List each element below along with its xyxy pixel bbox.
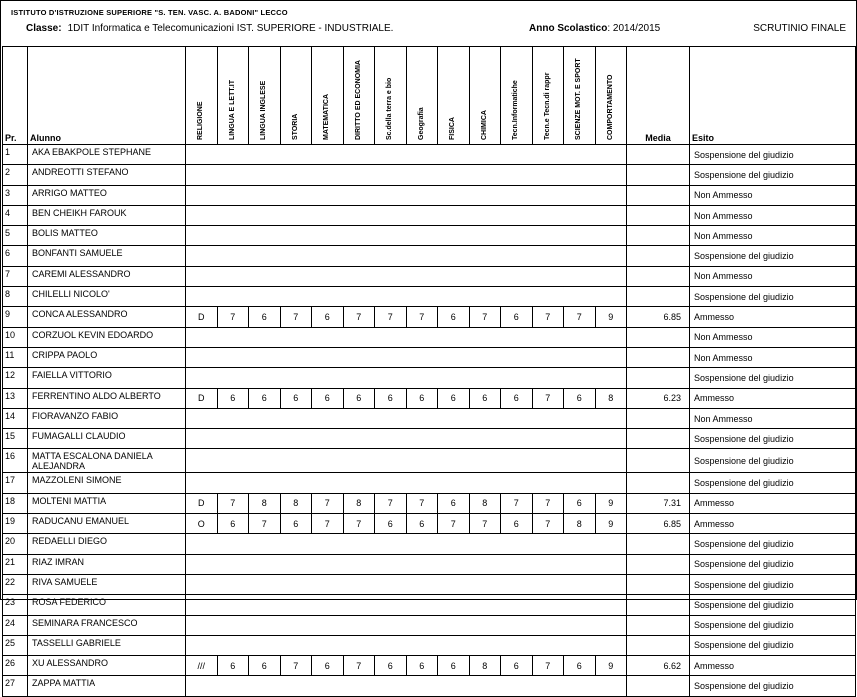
- row-number-cell: 18: [3, 493, 28, 513]
- esito-cell: Ammesso: [690, 493, 856, 513]
- row-number-cell: 6: [3, 246, 28, 266]
- grade-cell: 6: [249, 388, 281, 408]
- row-number-cell: 1: [3, 145, 28, 165]
- grade-cell: 6: [343, 388, 375, 408]
- grade-cell: 8: [280, 493, 312, 513]
- media-cell: [627, 635, 690, 655]
- grade-cell: 6: [438, 493, 470, 513]
- student-name-cell: CORZUOL KEVIN EDOARDO: [28, 327, 186, 347]
- empty-grades-cell: [186, 347, 627, 367]
- grade-cell: 6: [249, 656, 281, 676]
- media-cell: 6.85: [627, 514, 690, 534]
- media-cell: [627, 615, 690, 635]
- grade-cell: 7: [469, 307, 501, 327]
- esito-cell: Sospensione del giudizio: [690, 554, 856, 574]
- grade-cell: 8: [469, 656, 501, 676]
- empty-grades-cell: [186, 676, 627, 696]
- empty-grades-cell: [186, 266, 627, 286]
- grade-cell: 6: [501, 388, 533, 408]
- esito-cell: Sospensione del giudizio: [690, 429, 856, 449]
- grade-cell: 6: [280, 388, 312, 408]
- grade-cell: 7: [564, 307, 596, 327]
- esito-cell: Non Ammesso: [690, 266, 856, 286]
- row-number-cell: 26: [3, 656, 28, 676]
- grade-cell: 8: [564, 514, 596, 534]
- media-cell: [627, 246, 690, 266]
- grade-cell: 6: [280, 514, 312, 534]
- esito-cell: Sospensione del giudizio: [690, 145, 856, 165]
- grade-cell: 8: [469, 493, 501, 513]
- subject-header: [186, 47, 218, 145]
- media-cell: [627, 287, 690, 307]
- grade-cell: 7: [280, 307, 312, 327]
- student-name-cell: CAREMI ALESSANDRO: [28, 266, 186, 286]
- grade-cell: 8: [249, 493, 281, 513]
- empty-grades-cell: [186, 368, 627, 388]
- grade-cell: 7: [532, 307, 564, 327]
- student-name-cell: FUMAGALLI CLAUDIO: [28, 429, 186, 449]
- esito-cell: Sospensione del giudizio: [690, 615, 856, 635]
- subject-header: [469, 47, 501, 145]
- grade-cell: 6: [217, 514, 249, 534]
- grade-cell: 7: [375, 493, 407, 513]
- grade-cell: 6: [438, 388, 470, 408]
- subject-header: [249, 47, 281, 145]
- student-name-cell: ZAPPA MATTIA: [28, 676, 186, 696]
- subject-header-label: Geografia: [417, 107, 425, 140]
- student-name-cell: RIVA SAMUELE: [28, 574, 186, 594]
- grade-cell: 9: [595, 307, 627, 327]
- student-name-cell: ARRIGO MATTEO: [28, 185, 186, 205]
- table-row: [3, 615, 856, 635]
- table-row: [3, 554, 856, 574]
- student-name-cell: CHILELLI NICOLO': [28, 287, 186, 307]
- row-number-cell: 17: [3, 473, 28, 493]
- esito-cell: Sospensione del giudizio: [690, 635, 856, 655]
- row-number-cell: 13: [3, 388, 28, 408]
- empty-grades-cell: [186, 534, 627, 554]
- pr-header: Pr.: [3, 47, 28, 145]
- row-number-cell: 25: [3, 635, 28, 655]
- grade-cell: 6: [438, 656, 470, 676]
- grade-cell: 6: [501, 514, 533, 534]
- esito-cell: Ammesso: [690, 388, 856, 408]
- esito-cell: Sospensione del giudizio: [690, 165, 856, 185]
- media-cell: [627, 534, 690, 554]
- grade-cell: 6: [406, 514, 438, 534]
- esito-cell: Ammesso: [690, 514, 856, 534]
- school-year-value: : 2014/2015: [607, 23, 661, 34]
- grade-cell: 7: [217, 307, 249, 327]
- grade-cell: 7: [438, 514, 470, 534]
- grade-cell: 6: [375, 656, 407, 676]
- grade-cell: 6: [312, 656, 344, 676]
- student-name-cell: TASSELLI GABRIELE: [28, 635, 186, 655]
- grade-cell: 7: [406, 307, 438, 327]
- table-row: [3, 473, 856, 493]
- media-cell: [627, 226, 690, 246]
- empty-grades-cell: [186, 473, 627, 493]
- media-cell: 6.62: [627, 656, 690, 676]
- subject-header-label: STORIA: [291, 113, 299, 140]
- row-number-cell: 4: [3, 205, 28, 225]
- grade-cell: 7: [532, 388, 564, 408]
- table-row: [3, 327, 856, 347]
- student-name-cell: MAZZOLENI SIMONE: [28, 473, 186, 493]
- grade-cell: 6: [564, 493, 596, 513]
- student-name-cell: BEN CHEIKH FAROUK: [28, 205, 186, 225]
- grade-cell: 7: [469, 514, 501, 534]
- grade-cell: 6: [406, 656, 438, 676]
- student-name-cell: MOLTENI MATTIA: [28, 493, 186, 513]
- media-header: Media: [627, 47, 690, 145]
- row-number-cell: 16: [3, 449, 28, 473]
- grade-cell: D: [186, 307, 218, 327]
- student-name-cell: BONFANTI SAMUELE: [28, 246, 186, 266]
- table-row: [3, 676, 856, 696]
- row-number-cell: 22: [3, 574, 28, 594]
- row-number-cell: 5: [3, 226, 28, 246]
- table-row: [3, 266, 856, 286]
- table-row: [3, 408, 856, 428]
- student-name-cell: XU ALESSANDRO: [28, 656, 186, 676]
- empty-grades-cell: [186, 554, 627, 574]
- empty-grades-cell: [186, 246, 627, 266]
- grade-cell: O: [186, 514, 218, 534]
- grade-cell: 6: [501, 307, 533, 327]
- grade-cell: 8: [595, 388, 627, 408]
- empty-grades-cell: [186, 287, 627, 307]
- media-cell: [627, 327, 690, 347]
- row-number-cell: 7: [3, 266, 28, 286]
- grade-cell: 7: [312, 514, 344, 534]
- table-header-row: [3, 47, 856, 145]
- esito-cell: Non Ammesso: [690, 185, 856, 205]
- esito-cell: Sospensione del giudizio: [690, 449, 856, 473]
- empty-grades-cell: [186, 574, 627, 594]
- row-number-cell: 14: [3, 408, 28, 428]
- table-row: [3, 514, 856, 534]
- table-row: [3, 226, 856, 246]
- student-name-cell: RADUCANU EMANUEL: [28, 514, 186, 534]
- table-row: [3, 145, 856, 165]
- grade-cell: 7: [343, 307, 375, 327]
- empty-grades-cell: [186, 145, 627, 165]
- media-cell: 6.85: [627, 307, 690, 327]
- grade-cell: 7: [532, 656, 564, 676]
- grade-cell: 6: [438, 307, 470, 327]
- subject-header: [438, 47, 470, 145]
- subject-header-label: COMPORTAMENTO: [606, 74, 614, 140]
- row-number-cell: 15: [3, 429, 28, 449]
- row-number-cell: 19: [3, 514, 28, 534]
- grade-cell: 7: [249, 514, 281, 534]
- class-value: 1DIT Informatica e Telecomunicazioni IST. SUPERIORE - INDUSTRIALE.: [67, 23, 394, 34]
- table-row: [3, 347, 856, 367]
- esito-cell: Sospensione del giudizio: [690, 595, 856, 615]
- empty-grades-cell: [186, 165, 627, 185]
- empty-grades-cell: [186, 429, 627, 449]
- esito-header: Esito: [690, 47, 856, 145]
- subject-header: [217, 47, 249, 145]
- class-label: Classe:: [26, 23, 62, 34]
- empty-grades-cell: [186, 449, 627, 473]
- school-year-label: Anno Scolastico: [529, 23, 608, 34]
- row-number-cell: 27: [3, 676, 28, 696]
- media-cell: [627, 165, 690, 185]
- subject-header-label: DIRITTO ED ECONOMIA: [354, 60, 362, 140]
- grade-cell: 7: [501, 493, 533, 513]
- student-name-cell: REDAELLI DIEGO: [28, 534, 186, 554]
- esito-cell: Non Ammesso: [690, 347, 856, 367]
- table-row: [3, 493, 856, 513]
- esito-cell: Sospensione del giudizio: [690, 534, 856, 554]
- empty-grades-cell: [186, 595, 627, 615]
- subject-header: [532, 47, 564, 145]
- subject-header: [595, 47, 627, 145]
- empty-grades-cell: [186, 408, 627, 428]
- school-year: [529, 23, 660, 34]
- esito-cell: Non Ammesso: [690, 327, 856, 347]
- subject-header: [501, 47, 533, 145]
- grade-cell: 7: [532, 493, 564, 513]
- student-name-cell: CONCA ALESSANDRO: [28, 307, 186, 327]
- esito-cell: Sospensione del giudizio: [690, 676, 856, 696]
- subject-header-label: LINGUA INGLESE: [260, 80, 268, 140]
- student-name-cell: ROSA FEDERICO: [28, 595, 186, 615]
- table-row: [3, 388, 856, 408]
- grade-cell: 7: [532, 514, 564, 534]
- grade-cell: 6: [249, 307, 281, 327]
- grade-cell: 9: [595, 656, 627, 676]
- media-cell: [627, 347, 690, 367]
- esito-cell: Sospensione del giudizio: [690, 368, 856, 388]
- subject-header-label: Tecn.Informatiche: [512, 80, 520, 140]
- grade-cell: 6: [406, 388, 438, 408]
- grades-table: [2, 46, 856, 697]
- table-row: [3, 635, 856, 655]
- student-name-cell: SEMINARA FRANCESCO: [28, 615, 186, 635]
- esito-cell: Sospensione del giudizio: [690, 287, 856, 307]
- empty-grades-cell: [186, 615, 627, 635]
- grade-cell: 6: [469, 388, 501, 408]
- grade-cell: 6: [375, 388, 407, 408]
- media-cell: [627, 408, 690, 428]
- table-row: [3, 429, 856, 449]
- grade-cell: ///: [186, 656, 218, 676]
- empty-grades-cell: [186, 185, 627, 205]
- media-cell: [627, 429, 690, 449]
- subject-header-label: Tecn.e Tecn.di rappr: [543, 72, 551, 140]
- grade-cell: 9: [595, 514, 627, 534]
- grade-cell: 7: [375, 307, 407, 327]
- student-name-cell: CRIPPA PAOLO: [28, 347, 186, 367]
- grade-cell: 8: [343, 493, 375, 513]
- student-name-cell: FIORAVANZO FABIO: [28, 408, 186, 428]
- empty-grades-cell: [186, 226, 627, 246]
- esito-cell: Sospensione del giudizio: [690, 246, 856, 266]
- esito-cell: Ammesso: [690, 656, 856, 676]
- class-line: [26, 23, 393, 34]
- grade-cell: D: [186, 388, 218, 408]
- student-name-cell: MATTA ESCALONA DANIELA ALEJANDRA: [28, 449, 186, 473]
- subject-header: [406, 47, 438, 145]
- row-number-cell: 3: [3, 185, 28, 205]
- subject-header: [375, 47, 407, 145]
- empty-grades-cell: [186, 327, 627, 347]
- media-cell: 6.23: [627, 388, 690, 408]
- table-row: [3, 656, 856, 676]
- grade-cell: 6: [312, 307, 344, 327]
- grade-cell: D: [186, 493, 218, 513]
- row-number-cell: 10: [3, 327, 28, 347]
- table-row: [3, 574, 856, 594]
- scrutinio-finale-label: SCRUTINIO FINALE: [753, 23, 846, 34]
- grade-cell: 6: [217, 388, 249, 408]
- grade-cell: 6: [501, 656, 533, 676]
- esito-cell: Sospensione del giudizio: [690, 473, 856, 493]
- media-cell: [627, 368, 690, 388]
- grade-cell: 7: [406, 493, 438, 513]
- table-row: [3, 287, 856, 307]
- subject-header-label: FISICA: [449, 117, 457, 140]
- row-number-cell: 9: [3, 307, 28, 327]
- subject-header-label: CHIMICA: [480, 110, 488, 140]
- row-number-cell: 12: [3, 368, 28, 388]
- media-cell: [627, 185, 690, 205]
- subject-header: [280, 47, 312, 145]
- student-name-cell: AKA EBAKPOLE STEPHANE: [28, 145, 186, 165]
- media-cell: [627, 145, 690, 165]
- table-body: [3, 145, 856, 697]
- row-number-cell: 11: [3, 347, 28, 367]
- table-row: [3, 534, 856, 554]
- subject-header-label: LINGUA E LETT.IT: [228, 79, 236, 140]
- table-row: [3, 595, 856, 615]
- institute-name: ISTITUTO D'ISTRUZIONE SUPERIORE "S. TEN. VASC. A. BADONI" LECCO: [11, 8, 288, 17]
- subject-header-label: Sc.della terra e bio: [386, 77, 394, 140]
- grade-cell: 7: [343, 656, 375, 676]
- grade-cell: 6: [217, 656, 249, 676]
- grade-cell: 9: [595, 493, 627, 513]
- esito-cell: Non Ammesso: [690, 226, 856, 246]
- student-name-cell: BOLIS MATTEO: [28, 226, 186, 246]
- esito-cell: Non Ammesso: [690, 205, 856, 225]
- grade-cell: 6: [564, 656, 596, 676]
- subject-header-label: RELIGIONE: [197, 101, 205, 140]
- table-row: [3, 185, 856, 205]
- subject-header-label: MATEMATICA: [323, 93, 331, 140]
- student-name-cell: FERRENTINO ALDO ALBERTO: [28, 388, 186, 408]
- media-cell: [627, 473, 690, 493]
- media-cell: [627, 205, 690, 225]
- media-cell: [627, 554, 690, 574]
- grade-cell: 7: [280, 656, 312, 676]
- media-cell: [627, 449, 690, 473]
- row-number-cell: 24: [3, 615, 28, 635]
- subject-header: [312, 47, 344, 145]
- table-row: [3, 165, 856, 185]
- grade-cell: 6: [375, 514, 407, 534]
- row-number-cell: 20: [3, 534, 28, 554]
- table-row: [3, 449, 856, 473]
- esito-cell: Ammesso: [690, 307, 856, 327]
- row-number-cell: 21: [3, 554, 28, 574]
- table-row: [3, 368, 856, 388]
- row-number-cell: 23: [3, 595, 28, 615]
- row-number-cell: 8: [3, 287, 28, 307]
- grade-cell: 6: [312, 388, 344, 408]
- table-row: [3, 205, 856, 225]
- student-name-cell: RIAZ IMRAN: [28, 554, 186, 574]
- media-cell: [627, 595, 690, 615]
- grade-cell: 6: [564, 388, 596, 408]
- table-row: [3, 246, 856, 266]
- esito-cell: Non Ammesso: [690, 408, 856, 428]
- student-name-cell: ANDREOTTI STEFANO: [28, 165, 186, 185]
- esito-cell: Sospensione del giudizio: [690, 574, 856, 594]
- media-cell: [627, 574, 690, 594]
- media-cell: [627, 676, 690, 696]
- media-cell: 7.31: [627, 493, 690, 513]
- empty-grades-cell: [186, 205, 627, 225]
- subject-header-label: SCIENZE MOT. E SPORT: [575, 58, 583, 140]
- media-cell: [627, 266, 690, 286]
- row-number-cell: 2: [3, 165, 28, 185]
- table-row: [3, 307, 856, 327]
- grade-cell: 7: [312, 493, 344, 513]
- subject-header: [343, 47, 375, 145]
- student-name-cell: FAIELLA VITTORIO: [28, 368, 186, 388]
- subject-header: [564, 47, 596, 145]
- alunno-header: Alunno: [28, 47, 186, 145]
- grade-cell: 7: [217, 493, 249, 513]
- empty-grades-cell: [186, 635, 627, 655]
- grade-cell: 7: [343, 514, 375, 534]
